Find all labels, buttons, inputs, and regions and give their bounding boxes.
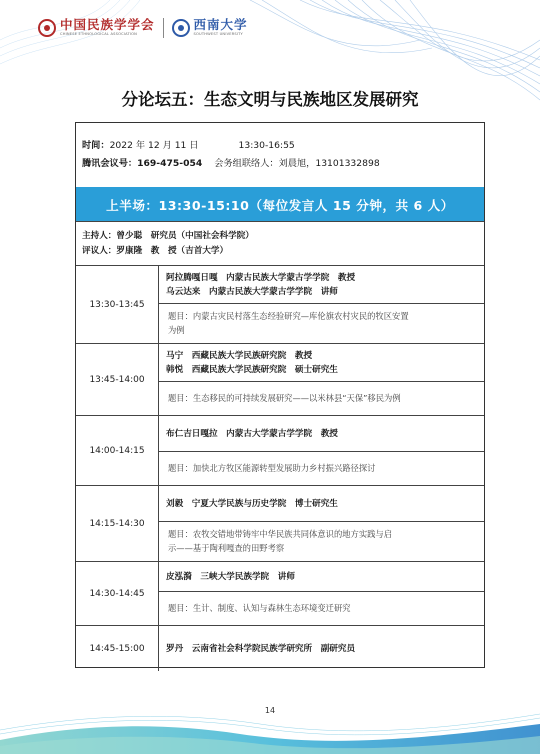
- meeting-id: 169-475-054: [137, 158, 203, 169]
- slot-speakers: [158, 416, 484, 452]
- slot-topic: [158, 591, 484, 625]
- slot-time: 14:15-14:30: [76, 486, 159, 561]
- slot-time: 14:30-14:45: [76, 562, 159, 625]
- slot-topic: [158, 303, 484, 343]
- slot-speakers: [158, 562, 484, 592]
- header-logos: [38, 18, 248, 38]
- speaker-line: 马宁 西藏民族大学民族研究院 教授: [166, 351, 313, 361]
- cea-seal-icon: [38, 19, 56, 37]
- logo-cea: [38, 16, 155, 37]
- meeting-info: [76, 123, 484, 188]
- topic-line: 为例: [168, 325, 185, 335]
- topic-line: 题目：内蒙古灾民村落生态经验研究—库伦旗农村灾民的牧区安置: [168, 311, 409, 321]
- host-line: 主持人：曾少聪 研究员（中国社会科学院）: [82, 231, 254, 241]
- logo-swu: [172, 16, 248, 37]
- logo-swu-en: SOUTHWEST UNIVERSITY: [193, 32, 243, 37]
- slot-time: 13:30-13:45: [76, 266, 159, 343]
- speaker-line: 布仁吉日嘎拉 内蒙古大学蒙古学学院 教授: [166, 428, 338, 439]
- logo-divider: [163, 18, 164, 38]
- logo-cea-en: CHINESE ETHNOLOGICAL ASSOCIATION: [60, 32, 138, 37]
- topic-line: 题目：生计、制度、认知与森林生态环境变迁研究: [168, 603, 351, 613]
- table-row: [76, 415, 484, 485]
- session-banner: 上半场：13:30-15:10（每位发言人 15 分钟，共 6 人）: [76, 187, 484, 222]
- footer-wave-decoration: [0, 694, 540, 754]
- date-value: 2022 年 12 月 11 日: [109, 140, 199, 151]
- page-title: 分论坛五：生态文明与民族地区发展研究: [121, 90, 419, 109]
- meeting-line: [82, 155, 380, 169]
- topic-line: 题目：农牧交错地带铸牢中华民族共同体意识的地方实践与启: [168, 529, 393, 539]
- topic-line: 示——基于陶利嘎查的田野考察: [168, 543, 285, 553]
- slot-speakers: [158, 626, 484, 671]
- logo-cea-name: 中国民族学学会: [60, 16, 155, 32]
- slot-topic: [158, 381, 484, 415]
- meeting-label: 腾讯会议号：: [82, 158, 138, 169]
- speaker-line: 韩悦 西藏民族大学民族研究院 硕士研究生: [166, 365, 338, 375]
- slot-time: 14:45-15:00: [76, 626, 159, 671]
- speaker-line: 阿拉腾嘎日嘎 内蒙古民族大学蒙古学学院 教授: [166, 273, 356, 283]
- page-number: 14: [264, 706, 276, 715]
- time-label: 时间：: [82, 140, 110, 151]
- slot-speakers: [158, 486, 484, 522]
- speaker-line: 皮泓漪 三峡大学民族学院 讲师: [166, 571, 295, 582]
- schedule-card: [75, 122, 485, 668]
- slot-topic: [158, 521, 484, 561]
- reviewer-line: 评议人：罗康隆 教 授（吉首大学）: [82, 245, 229, 256]
- swu-seal-icon: [172, 19, 190, 37]
- slot-topic: [158, 451, 484, 485]
- table-row: [76, 625, 484, 671]
- speaker-line: 乌云达来 内蒙古民族大学蒙古学学院 讲师: [166, 287, 338, 297]
- slot-time: 14:00-14:15: [76, 416, 159, 485]
- time-range: 13:30-16:55: [238, 140, 295, 151]
- speaker-line: 刘毅 宁夏大学民族与历史学院 博士研究生: [166, 498, 338, 509]
- table-row: [76, 561, 484, 625]
- slot-time: 13:45-14:00: [76, 344, 159, 415]
- table-row: [76, 343, 484, 415]
- topic-line: 题目：生态移民的可持续发展研究——以米林县“天保”移民为例: [168, 393, 401, 403]
- schedule-table: [76, 265, 484, 671]
- slot-speakers: [158, 344, 484, 382]
- table-row: [76, 485, 484, 561]
- topic-line: 题目：加快北方牧区能源转型发展助力乡村振兴路径探讨: [168, 463, 376, 473]
- speaker-line: 罗丹 云南省社会科学院民族学研究所 副研究员: [166, 643, 356, 654]
- slot-speakers: [158, 266, 484, 304]
- contact-info: 会务组联络人：刘晨旭，13101332898: [214, 158, 380, 169]
- table-row: [76, 265, 484, 343]
- logo-swu-name: 西南大学: [193, 16, 248, 32]
- hosts-block: [82, 229, 254, 258]
- date-line: [82, 137, 295, 151]
